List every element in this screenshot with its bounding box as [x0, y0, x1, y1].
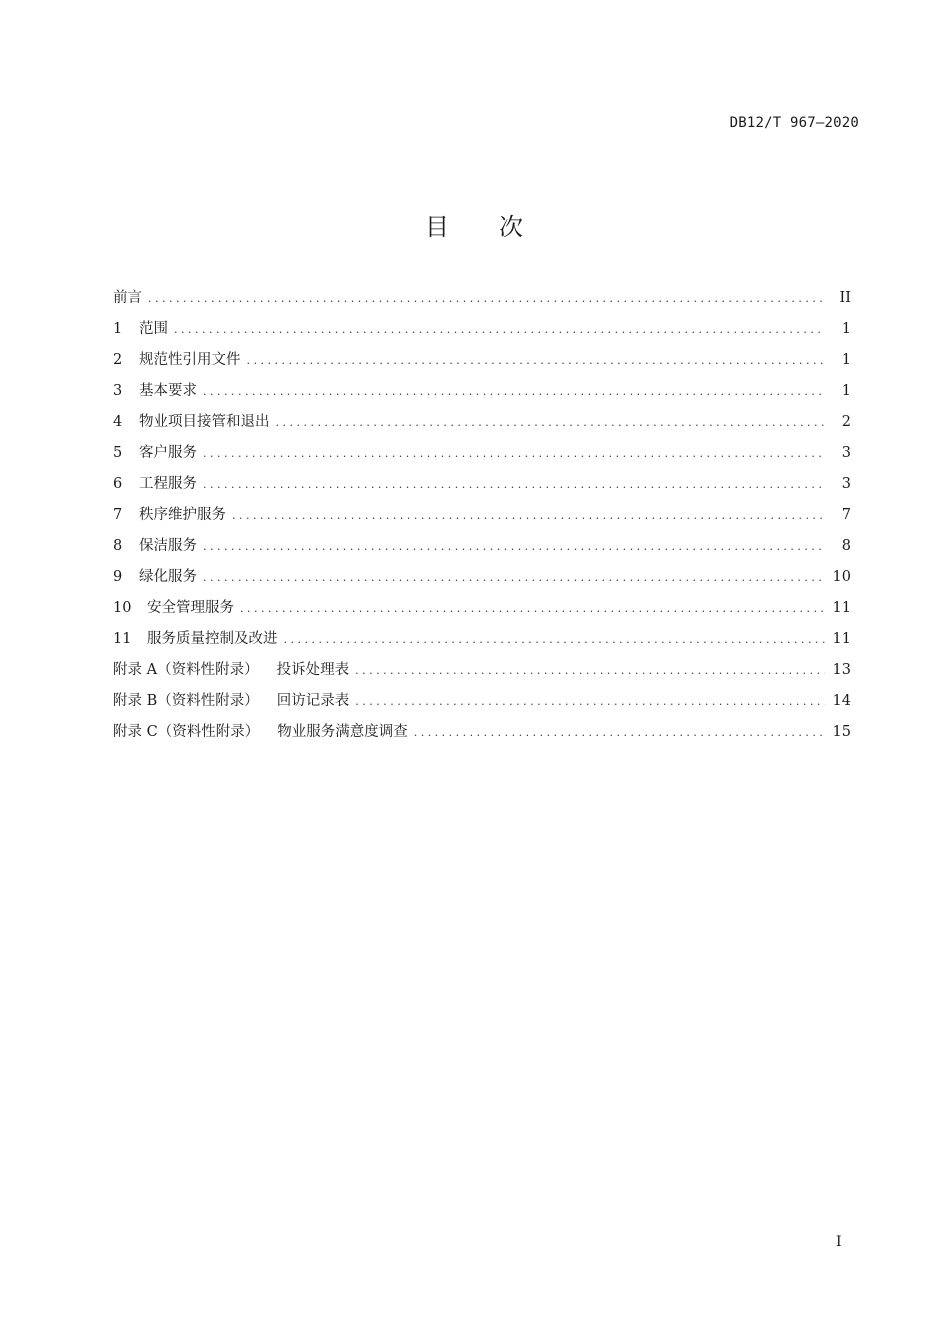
toc-entry-appendix-a[interactable] — [113, 655, 851, 686]
toc-entry-label: 秩序维护服务 — [139, 507, 226, 523]
toc-appendix-label: 附录 A（资料性附录） — [113, 662, 259, 678]
toc-appendix-title: 物业服务满意度调查 — [277, 724, 408, 740]
toc-entry-number: 8 — [113, 538, 123, 554]
toc-entry-label: 基本要求 — [139, 383, 197, 399]
toc-entry-label: 物业项目接管和退出 — [139, 414, 270, 430]
page-title — [0, 207, 950, 242]
toc-entry-6[interactable] — [113, 469, 851, 500]
toc-entry-label: 范围 — [139, 321, 168, 337]
toc-dot-leader — [276, 407, 826, 438]
toc-entry-3[interactable] — [113, 376, 851, 407]
toc-entry-4[interactable] — [113, 407, 851, 438]
toc-entry-page: 11 — [832, 600, 851, 616]
toc-dot-leader — [414, 717, 825, 748]
toc-entry-number: 2 — [113, 352, 123, 368]
toc-entry-label: 安全管理服务 — [147, 600, 234, 616]
toc-entry-page: 15 — [832, 724, 851, 740]
toc-entry-page: 13 — [832, 662, 851, 678]
toc-entry-page: 2 — [841, 414, 851, 430]
toc-entry-number: 6 — [113, 476, 123, 492]
page-number: I — [836, 1234, 842, 1250]
toc-entry-appendix-c[interactable] — [113, 717, 851, 748]
toc-appendix-title: 回访记录表 — [276, 693, 350, 709]
toc-entry-label: 保洁服务 — [139, 538, 197, 554]
toc-entry-page: 14 — [832, 693, 851, 709]
toc-entry-11[interactable] — [113, 624, 851, 655]
toc-entry-7[interactable] — [113, 500, 851, 531]
toc-entry-number: 5 — [113, 445, 123, 461]
toc-entry-number: 9 — [113, 569, 123, 585]
toc-dot-leader — [355, 655, 825, 686]
toc-entry-page: 8 — [841, 538, 851, 554]
toc-entry-9[interactable] — [113, 562, 851, 593]
toc-entry-appendix-b[interactable] — [113, 686, 851, 717]
toc-entry-page: II — [839, 290, 851, 306]
toc-dot-leader — [148, 283, 825, 314]
toc-entry-number: 3 — [113, 383, 123, 399]
toc-entry-page: 1 — [841, 321, 851, 337]
toc-appendix-label: 附录 B（资料性附录） — [113, 693, 259, 709]
toc-entry-number: 10 — [113, 600, 132, 616]
title-char-2: 次 — [499, 213, 525, 241]
toc-dot-leader — [203, 469, 825, 500]
toc-entry-label: 前言 — [113, 290, 142, 306]
toc-entry-label: 客户服务 — [139, 445, 197, 461]
toc-entry-number: 7 — [113, 507, 123, 523]
toc-dot-leader — [174, 314, 825, 345]
toc-entry-page: 7 — [841, 507, 851, 523]
toc-entry-label: 规范性引用文件 — [139, 352, 241, 368]
toc-dot-leader — [203, 531, 825, 562]
toc-entry-page: 3 — [841, 445, 851, 461]
document-code: DB12/T 967—2020 — [729, 115, 859, 131]
toc-entry-label: 绿化服务 — [139, 569, 197, 585]
toc-dot-leader — [247, 345, 826, 376]
toc-entry-number: 11 — [113, 631, 132, 647]
toc-entry-10[interactable] — [113, 593, 851, 624]
toc-entry-8[interactable] — [113, 531, 851, 562]
toc-dot-leader — [355, 686, 825, 717]
toc-dot-leader — [240, 593, 825, 624]
toc-entry-number: 4 — [113, 414, 123, 430]
toc-entry-2[interactable] — [113, 345, 851, 376]
title-char-1: 目 — [425, 213, 451, 241]
toc-appendix-label: 附录 C（资料性附录） — [113, 724, 260, 740]
toc-entry-page: 3 — [841, 476, 851, 492]
toc-dot-leader — [203, 438, 825, 469]
toc-dot-leader — [203, 562, 825, 593]
toc-entry-page: 11 — [832, 631, 851, 647]
toc-entry-number: 1 — [113, 321, 123, 337]
toc-entry-5[interactable] — [113, 438, 851, 469]
toc-entry-foreword[interactable] — [113, 283, 851, 314]
toc-entry-label: 服务质量控制及改进 — [147, 631, 278, 647]
toc-appendix-title: 投诉处理表 — [276, 662, 350, 678]
toc-entry-page: 1 — [841, 352, 851, 368]
toc-dot-leader — [284, 624, 826, 655]
toc-entry-page: 1 — [841, 383, 851, 399]
toc-dot-leader — [232, 500, 825, 531]
table-of-contents — [113, 283, 851, 748]
toc-entry-label: 工程服务 — [139, 476, 197, 492]
toc-entry-page: 10 — [832, 569, 851, 585]
toc-entry-1[interactable] — [113, 314, 851, 345]
toc-dot-leader — [203, 376, 825, 407]
